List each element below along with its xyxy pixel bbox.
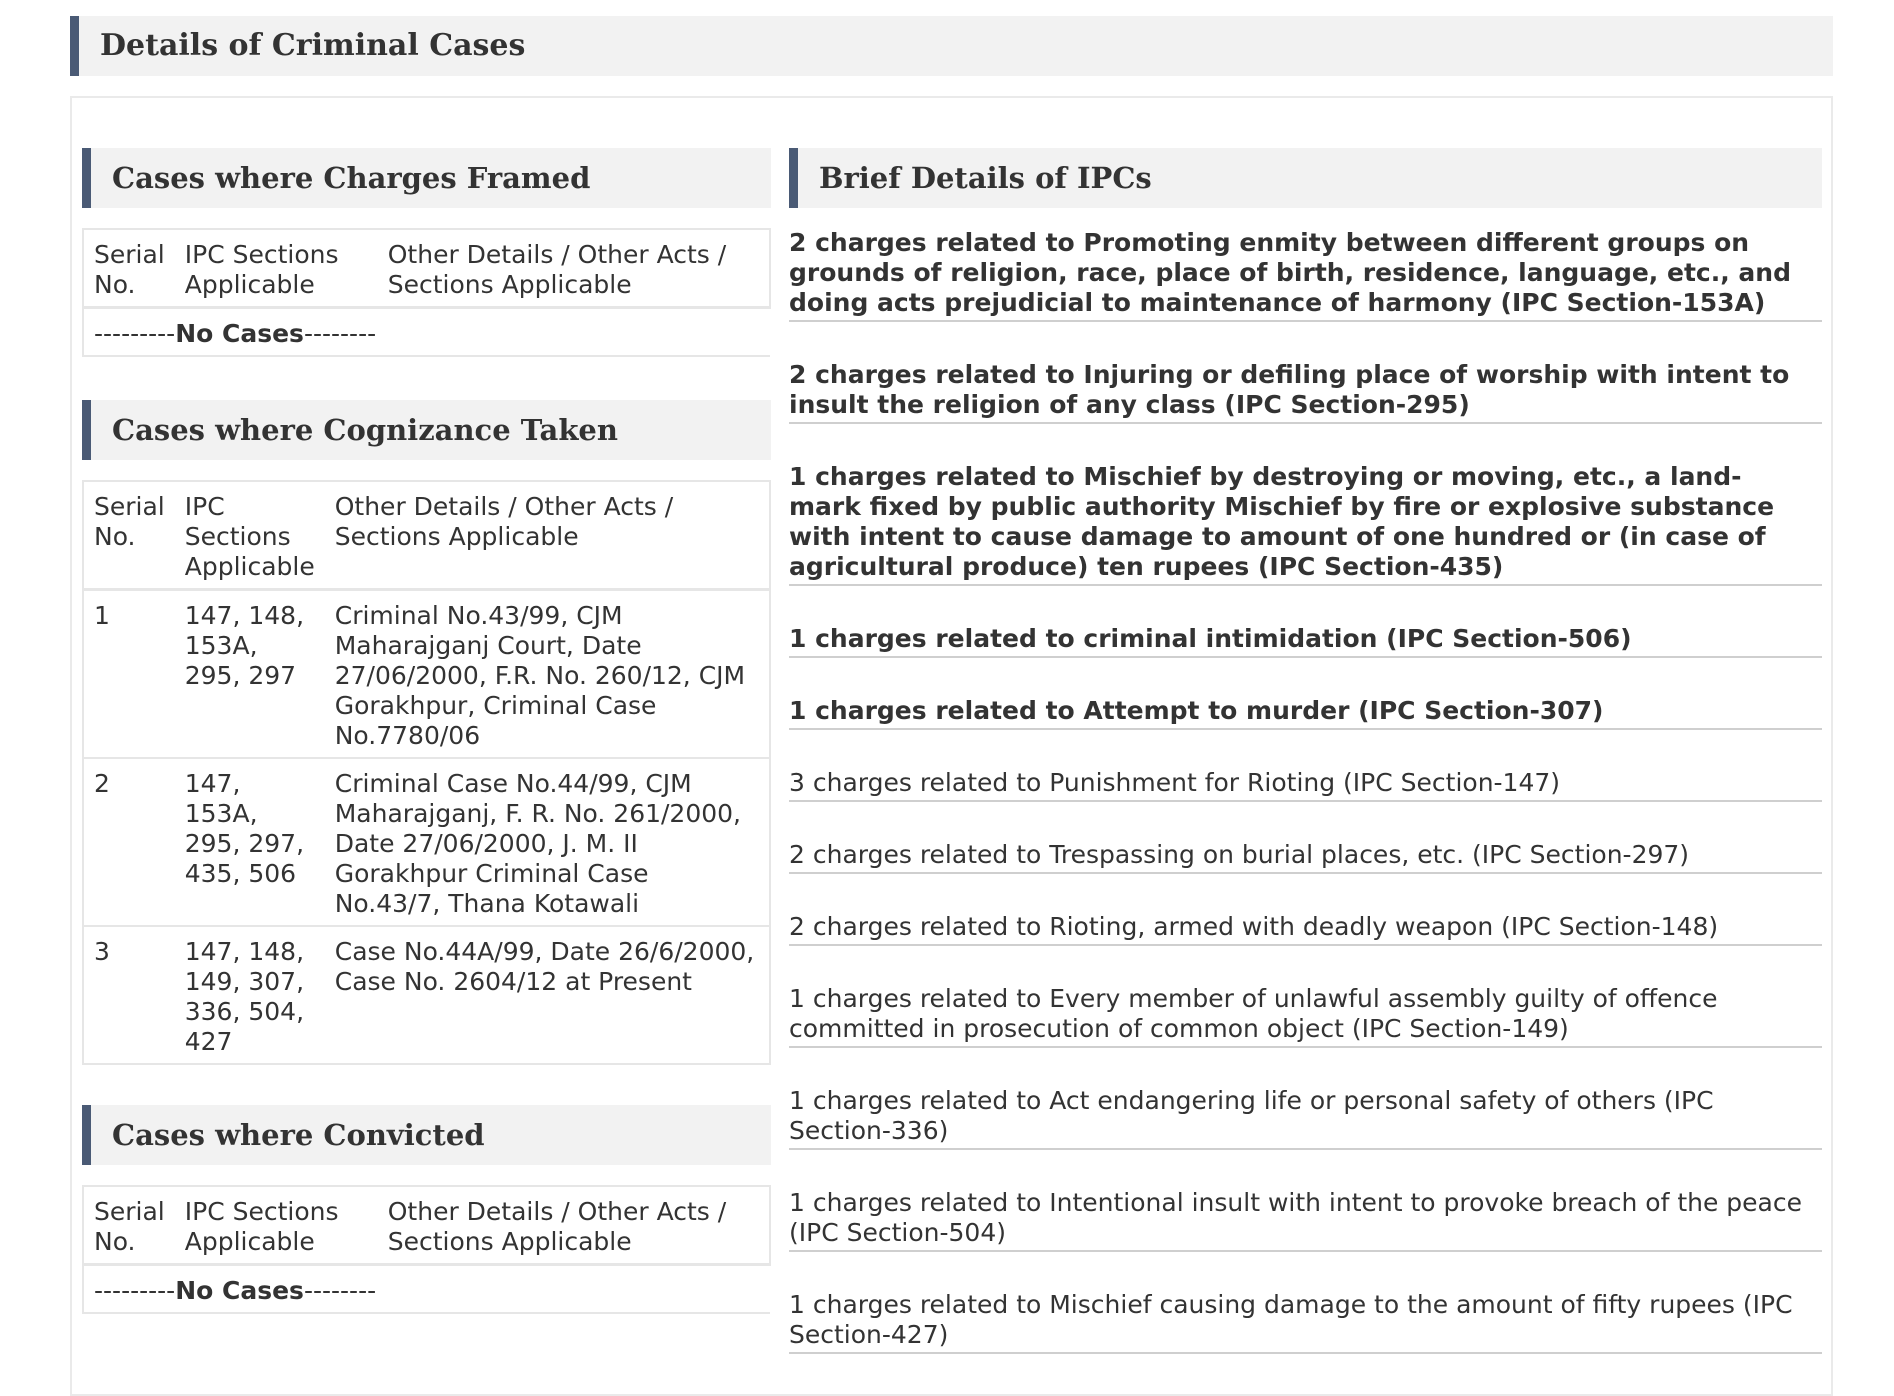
ipc-detail-item: 2 charges related to Promoting enmity between different groups on grounds of religion, race, place of birth, residence, language, etc., and doing acts prejudicial to maintenance of harmony (IPC Section-153A) (789, 228, 1822, 322)
ipc-detail-item: 1 charges related to Intentional insult with intent to provoke breach of the peace (IPC Section-504) (789, 1188, 1822, 1252)
ipc-detail-item: 2 charges related to Rioting, armed with deadly weapon (IPC Section-148) (789, 912, 1822, 946)
ipc-detail-item: 1 charges related to Act endangering life or personal safety of others (IPC Section-336) (789, 1086, 1822, 1150)
header-serial: Serial No. (83, 229, 175, 308)
cell-serial: 3 (83, 926, 175, 1064)
charges-framed-title: Cases where Charges Framed (112, 161, 591, 195)
ipc-detail-item: 2 charges related to Injuring or defiling place of worship with intent to insult the religion of any class (IPC Section-295) (789, 360, 1822, 424)
ipc-detail-item: 1 charges related to Mischief causing damage to the amount of fifty rupees (IPC Section-427) (789, 1290, 1822, 1354)
table-row (83, 758, 770, 926)
no-cases-cell (83, 308, 770, 357)
charges-framed-table (82, 228, 771, 357)
header-other-details: Other Details / Other Acts / Sections Applicable (378, 229, 770, 308)
page-header (70, 16, 1833, 76)
cell-other-details: Case No.44A/99, Date 26/6/2000, Case No. 2604/12 at Present (325, 926, 770, 1064)
header-other-details: Other Details / Other Acts / Sections Applicable (378, 1186, 770, 1265)
table-row (83, 590, 770, 759)
header-ipc-sections: IPC Sections Applicable (175, 229, 378, 308)
ipc-detail-item: 1 charges related to Mischief by destroying or moving, etc., a land- mark fixed by public authority Mischief by fire or explosive substance with intent to cause damage to amount of one hundred or (in case of agricultural produce) ten rupees (IPC Section-435) (789, 462, 1822, 586)
cognizance-taken-title: Cases where Cognizance Taken (112, 413, 618, 447)
no-cases-text: No Cases (175, 319, 304, 348)
ipc-detail-item: 1 charges related to Every member of unlawful assembly guilty of offence committed in prosecution of common object (IPC Section-149) (789, 984, 1822, 1048)
ipc-details-list (789, 228, 1822, 1354)
cognizance-taken-table (82, 480, 771, 1065)
ipc-details-title: Brief Details of IPCs (819, 161, 1152, 195)
cell-serial: 1 (83, 590, 175, 759)
page-title: Details of Criminal Cases (100, 28, 526, 63)
charges-framed-header (82, 148, 771, 208)
convicted-header (82, 1105, 771, 1165)
header-serial: Serial No. (83, 1186, 175, 1265)
cell-serial: 2 (83, 758, 175, 926)
header-other-details: Other Details / Other Acts / Sections Applicable (325, 481, 770, 590)
table-header-row (83, 481, 770, 590)
ipc-detail-item: 1 charges related to Attempt to murder (IPC Section-307) (789, 696, 1822, 730)
header-ipc-sections: IPC Sections Applicable (175, 481, 325, 590)
header-serial: Serial No. (83, 481, 175, 590)
cell-ipc-sections: 147, 153A, 295, 297, 435, 506 (175, 758, 325, 926)
header-ipc-sections: IPC Sections Applicable (175, 1186, 378, 1265)
ipc-detail-item: 3 charges related to Punishment for Rioting (IPC Section-147) (789, 768, 1822, 802)
cell-ipc-sections: 147, 148, 153A, 295, 297 (175, 590, 325, 759)
no-cases-dashes: -------- (303, 319, 377, 348)
cell-ipc-sections: 147, 148, 149, 307, 336, 504, 427 (175, 926, 325, 1064)
table-header-row (83, 229, 770, 308)
no-cases-cell (83, 1265, 770, 1314)
no-cases-text: No Cases (175, 1276, 304, 1305)
no-cases-dashes: --------- (94, 319, 176, 348)
convicted-table (82, 1185, 771, 1314)
table-row (83, 308, 770, 357)
ipc-detail-item: 1 charges related to criminal intimidation (IPC Section-506) (789, 624, 1822, 658)
table-row (83, 1265, 770, 1314)
no-cases-dashes: -------- (303, 1276, 377, 1305)
table-row (83, 926, 770, 1064)
table-header-row (83, 1186, 770, 1265)
cell-other-details: Criminal No.43/99, CJM Maharajganj Court, Date 27/06/2000, F.R. No. 260/12, CJM Gorakhpur, Criminal Case No.7780/06 (325, 590, 770, 759)
right-column (789, 148, 1822, 1392)
no-cases-dashes: --------- (94, 1276, 176, 1305)
ipc-detail-item: 2 charges related to Trespassing on burial places, etc. (IPC Section-297) (789, 840, 1822, 874)
cell-other-details: Criminal Case No.44/99, CJM Maharajganj, F. R. No. 261/2000, Date 27/06/2000, J. M. II Gorakhpur Criminal Case No.43/7, Thana Kotawali (325, 758, 770, 926)
convicted-title: Cases where Convicted (112, 1118, 485, 1152)
left-column (82, 148, 771, 1314)
cognizance-taken-header (82, 400, 771, 460)
ipc-details-header (789, 148, 1822, 208)
